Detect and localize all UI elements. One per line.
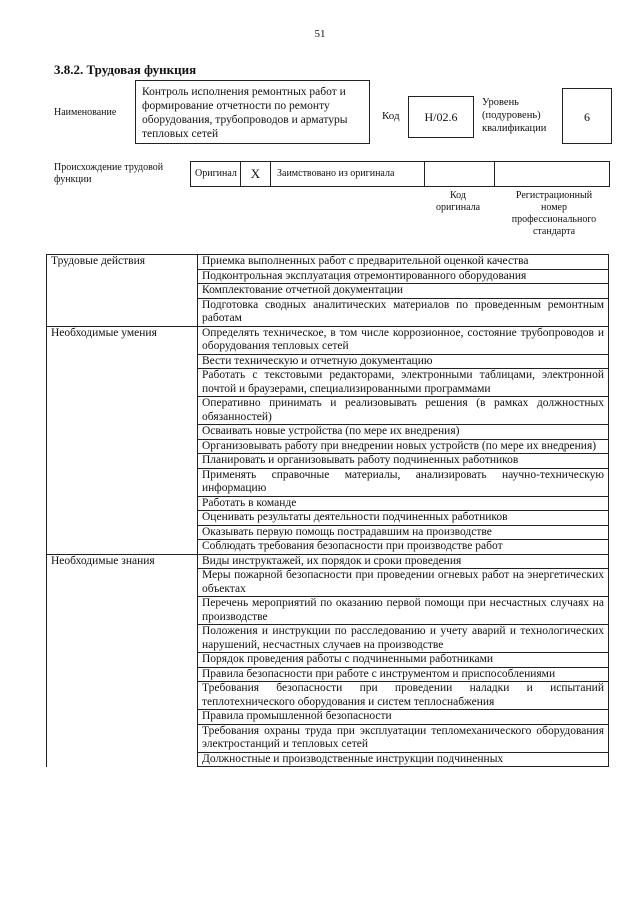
- category-cell: [47, 667, 198, 682]
- table-row: [47, 667, 609, 682]
- table-row: [47, 269, 609, 284]
- category-cell: [47, 397, 198, 425]
- category-cell: Трудовые действия: [47, 255, 198, 270]
- section-title: 3.8.2. Трудовая функция: [54, 62, 197, 77]
- item-cell: Оказывать первую помощь пострадавшим на производстве: [198, 525, 609, 540]
- item-cell: Подготовка сводных аналитических материалов по проведенным ремонтным работам: [198, 298, 609, 326]
- borrowed-label: Заимствовано из оригинала: [271, 162, 425, 186]
- original-mark: X: [241, 162, 271, 186]
- table-row: [47, 397, 609, 425]
- table-row: [47, 682, 609, 710]
- name-label: Наименование: [54, 107, 117, 118]
- category-cell: [47, 269, 198, 284]
- item-cell: Соблюдать требования безопасности при производстве работ: [198, 540, 609, 555]
- code-value: Н/02.6: [408, 96, 474, 138]
- item-cell: Работать с текстовыми редакторами, электронными таблицами, электронной почтой и браузерами, специализированными программами: [198, 369, 609, 397]
- table-row: [47, 468, 609, 496]
- category-cell: [47, 511, 198, 526]
- item-cell: Порядок проведения работы с подчиненными работниками: [198, 653, 609, 668]
- category-cell: [47, 439, 198, 454]
- table-row: [47, 439, 609, 454]
- category-cell: Необходимые умения: [47, 326, 198, 354]
- category-cell: [47, 468, 198, 496]
- item-cell: Определять техническое, в том числе коррозионное, состояние трубопроводов и оборудования тепловых сетей: [198, 326, 609, 354]
- table-row: [47, 326, 609, 354]
- item-cell: Должностные и производственные инструкции подчиненных: [198, 752, 609, 767]
- level-label: Уровень (подуровень) квалификации: [482, 97, 547, 134]
- category-cell: [47, 752, 198, 767]
- item-cell: Положения и инструкции по расследованию и учету аварий и технологических нарушений, несчастных случаев на производстве: [198, 625, 609, 653]
- table-row: [47, 425, 609, 440]
- item-cell: Приемка выполненных работ с предварительной оценкой качества: [198, 255, 609, 270]
- table-row: [47, 496, 609, 511]
- code-original-label: Код оригинала: [435, 190, 481, 213]
- category-cell: [47, 284, 198, 299]
- origin-row: [190, 161, 610, 187]
- table-row: [47, 752, 609, 767]
- item-cell: Оперативно принимать и реализовывать решения (в рамках должностных обязанностей): [198, 397, 609, 425]
- original-label: Оригинал: [191, 162, 241, 186]
- item-cell: Меры пожарной безопасности при проведении огневых работ на энергетических объектах: [198, 569, 609, 597]
- code-label: Код: [382, 110, 400, 122]
- table-row: [47, 710, 609, 725]
- item-cell: Перечень мероприятий по оказанию первой помощи при несчастных случаях на производстве: [198, 597, 609, 625]
- table-row: [47, 653, 609, 668]
- item-cell: Подконтрольная эксплуатация отремонтированного оборудования: [198, 269, 609, 284]
- table-row: [47, 369, 609, 397]
- table-row: [47, 625, 609, 653]
- category-cell: Необходимые знания: [47, 554, 198, 569]
- item-cell: Виды инструктажей, их порядок и сроки проведения: [198, 554, 609, 569]
- function-name: Контроль исполнения ремонтных работ и формирование отчетности по ремонту оборудования, трубопроводов и арматуры тепловых сетей: [135, 80, 370, 144]
- category-cell: [47, 597, 198, 625]
- table-row: [47, 284, 609, 299]
- category-cell: [47, 540, 198, 555]
- category-cell: [47, 354, 198, 369]
- code-original-cell: [425, 162, 495, 186]
- table-row: [47, 354, 609, 369]
- table-row: [47, 554, 609, 569]
- item-cell: Комплектование отчетной документации: [198, 284, 609, 299]
- table-row: [47, 540, 609, 555]
- item-cell: Осваивать новые устройства (по мере их внедрения): [198, 425, 609, 440]
- level-value: 6: [562, 88, 612, 144]
- category-cell: [47, 625, 198, 653]
- item-cell: Правила промышленной безопасности: [198, 710, 609, 725]
- table-row: [47, 298, 609, 326]
- table-row: [47, 511, 609, 526]
- item-cell: Оценивать результаты деятельности подчиненных работников: [198, 511, 609, 526]
- item-cell: Применять справочные материалы, анализировать научно-техническую информацию: [198, 468, 609, 496]
- category-cell: [47, 710, 198, 725]
- reg-number-cell: [495, 162, 609, 186]
- function-table: [46, 254, 609, 767]
- item-cell: Организовывать работу при внедрении новых устройств (по мере их внедрения): [198, 439, 609, 454]
- page-number: 51: [314, 28, 326, 40]
- item-cell: Требования охраны труда при эксплуатации тепломеханического оборудования электростанций и тепловых сетей: [198, 724, 609, 752]
- item-cell: Планировать и организовывать работу подчиненных работников: [198, 454, 609, 469]
- item-cell: Работать в команде: [198, 496, 609, 511]
- category-cell: [47, 569, 198, 597]
- item-cell: Вести техническую и отчетную документацию: [198, 354, 609, 369]
- item-cell: Правила безопасности при работе с инструментом и приспособлениями: [198, 667, 609, 682]
- table-row: [47, 724, 609, 752]
- table-row: [47, 255, 609, 270]
- category-cell: [47, 454, 198, 469]
- table-row: [47, 525, 609, 540]
- category-cell: [47, 682, 198, 710]
- table-row: [47, 569, 609, 597]
- table-row: [47, 454, 609, 469]
- category-cell: [47, 653, 198, 668]
- category-cell: [47, 496, 198, 511]
- table-row: [47, 597, 609, 625]
- item-cell: Требования безопасности при проведении наладки и испытаний теплотехнического оборудования и систем теплоснабжения: [198, 682, 609, 710]
- category-cell: [47, 525, 198, 540]
- category-cell: [47, 724, 198, 752]
- reg-number-label: Регистрационный номер профессионального стандарта: [511, 190, 597, 237]
- category-cell: [47, 425, 198, 440]
- category-cell: [47, 298, 198, 326]
- category-cell: [47, 369, 198, 397]
- origin-label: Происхождение трудовой функции: [54, 162, 164, 185]
